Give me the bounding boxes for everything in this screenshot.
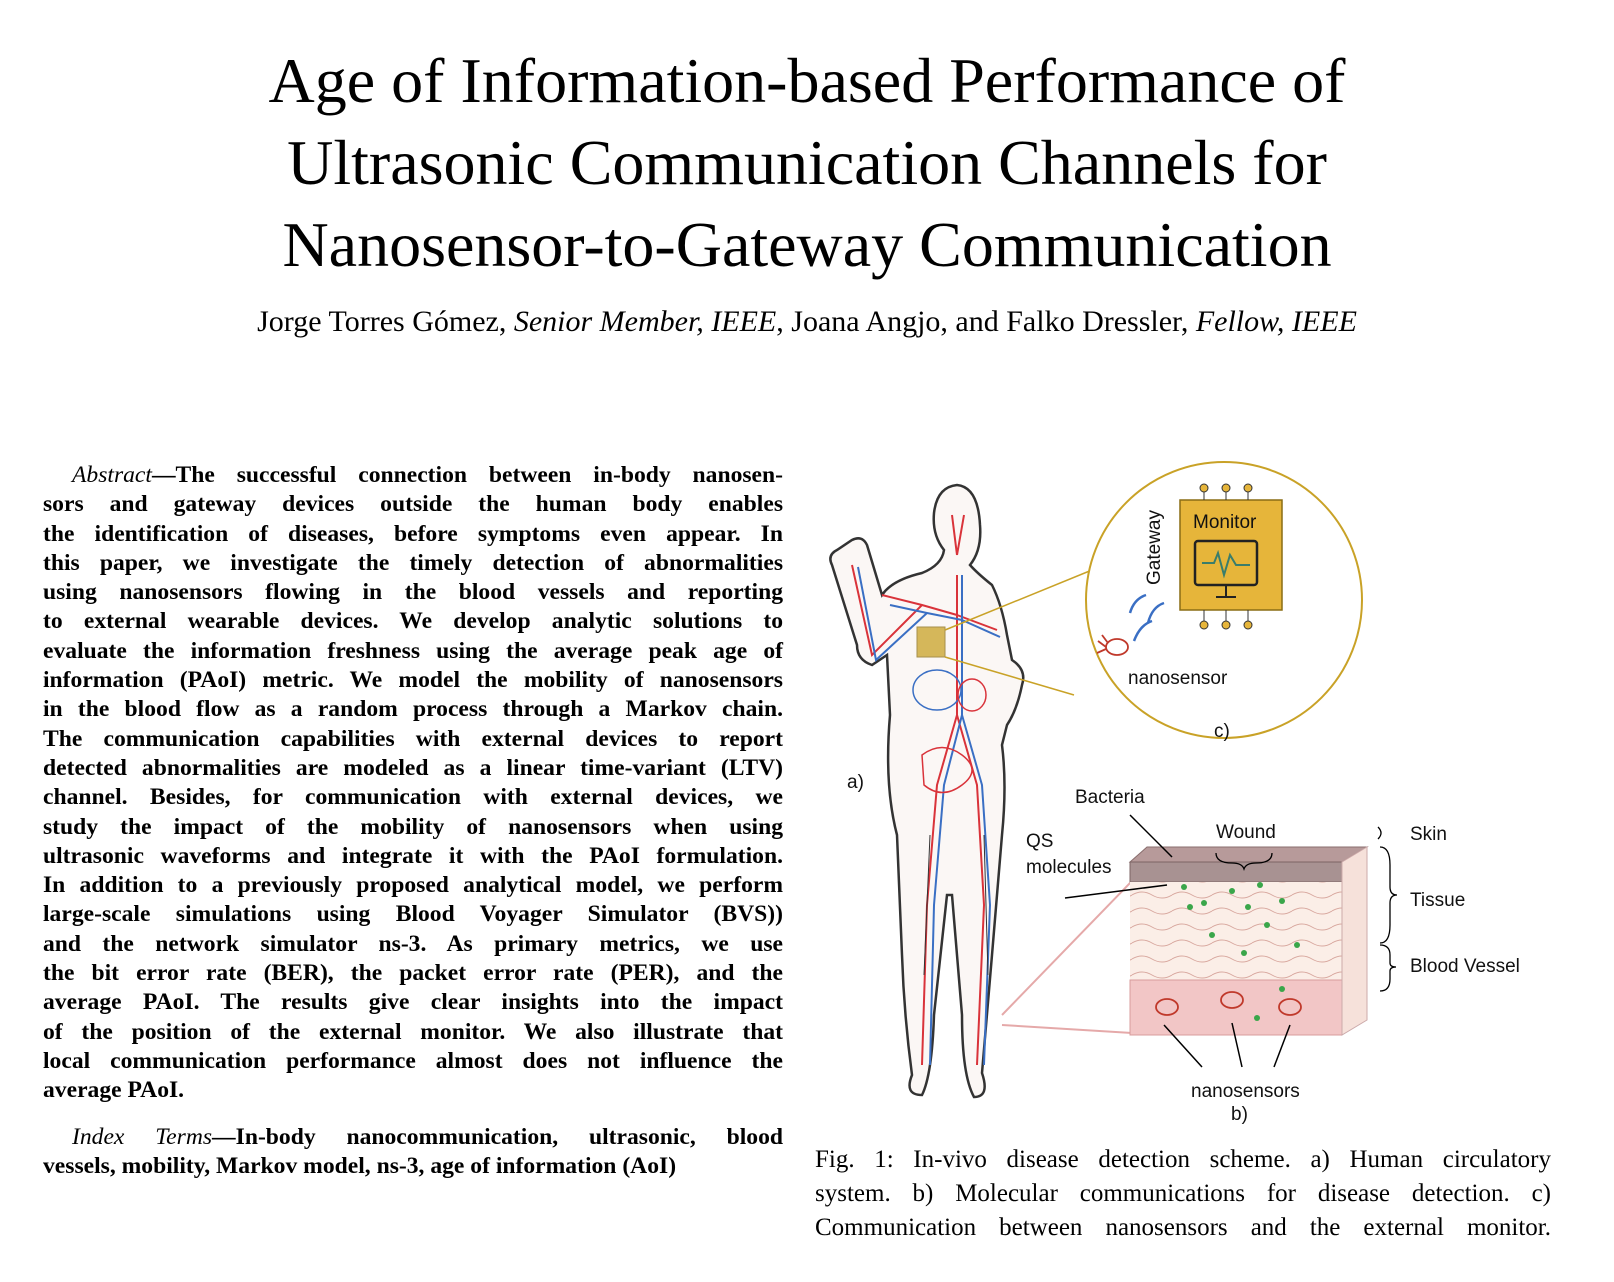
label-a: a)	[847, 772, 864, 793]
skin-brace	[1378, 827, 1381, 839]
abstract-line: study the impact of the mobility of nanosensors when using	[43, 813, 783, 840]
tissue-texture	[1130, 882, 1342, 980]
caption-line: Communication between nanosensors and the external monitor.	[815, 1214, 1551, 1241]
wound-label: Wound	[1216, 822, 1276, 843]
abstract-line: large-scale simulations using Blood Voyager Simulator (BVS))	[43, 901, 783, 928]
index-terms-line: vessels, mobility, Markov model, ns-3, age of information (AoI)	[43, 1152, 677, 1179]
figure-illustration	[812, 455, 1557, 1130]
abstract-line: the bit error rate (BER), the packet error rate (PER), and the	[43, 960, 783, 987]
nanosensor-label: nanosensor	[1128, 668, 1228, 689]
panel-b	[1026, 787, 1520, 1125]
abstract-line: ultrasonic waveforms and integrate it with the PAoI formulation.	[43, 842, 783, 869]
abstract-line: detected abnormalities are modeled as a linear time-variant (LTV)	[43, 754, 783, 781]
panel-c	[1086, 462, 1362, 742]
title-line-2: Ultrasonic Communication Channels for	[287, 127, 1327, 198]
author-list	[0, 302, 1614, 342]
abstract-line: average PAoI. The results give clear insights into the impact	[43, 989, 783, 1016]
author-1: Jorge Torres Gómez,	[257, 305, 514, 338]
title-line-1: Age of Information-based Performance of	[268, 45, 1346, 116]
author-2-3: , Joana Angjo, and Falko Dressler,	[776, 305, 1196, 338]
paper-title	[0, 40, 1614, 286]
label-c: c)	[1214, 721, 1230, 742]
bacteria-label: Bacteria	[1075, 787, 1145, 808]
block-side	[1342, 847, 1367, 1035]
abstract-line: channel. Besides, for communication with external devices, we	[43, 784, 783, 811]
title-line-3: Nanosensor-to-Gateway Communication	[282, 209, 1332, 280]
abstract-line: In addition to a previously proposed analytical model, we perform	[43, 872, 783, 899]
abstract-line: using nanosensors flowing in the blood vessels and reporting	[43, 579, 783, 606]
block-top	[1130, 847, 1367, 862]
index-terms	[43, 1123, 783, 1182]
monitor-label: Monitor	[1193, 512, 1257, 533]
blood-vessel-label: Blood Vessel	[1410, 956, 1520, 977]
abstract-line: average PAoI.	[43, 1077, 185, 1104]
author-1-role: Senior Member, IEEE	[513, 305, 777, 338]
abstract-line: local communication performance almost does not influence the	[43, 1047, 783, 1074]
tissue-label: Tissue	[1410, 890, 1466, 911]
skin-layer	[1130, 862, 1342, 882]
abstract-line: evaluate the information freshness using the average peak age of	[43, 637, 783, 664]
abstract-line: to external wearable devices. We develop analytic solutions to	[43, 608, 783, 635]
figure-1	[812, 455, 1557, 1130]
caption-line: Fig. 1: In-vivo disease detection scheme. a) Human circulatory	[815, 1146, 1551, 1173]
abstract-line: sors and gateway devices outside the human body enables	[43, 491, 783, 518]
nanosensors-label: nanosensors	[1191, 1081, 1300, 1102]
abstract	[43, 461, 783, 1181]
abstract-line: information (PAoI) metric. We model the mobility of nanosensors	[43, 667, 783, 694]
abstract-label: Abstract	[72, 462, 152, 488]
abstract-line: and the network simulator ns-3. As primary metrics, we use	[43, 930, 783, 957]
qs-label-1: QS	[1026, 831, 1054, 852]
abstract-line: of the position of the external monitor. We also illustrate that	[43, 1018, 783, 1045]
human-body-illustration	[830, 485, 1023, 1097]
abstract-line: the identification of diseases, before symptoms even appear. In	[43, 520, 783, 547]
zoom-line	[1002, 883, 1130, 1015]
abstract-line: in the blood flow as a random process through a Markov chain.	[43, 696, 783, 723]
tissue-brace	[1380, 847, 1397, 943]
index-terms-label: Index Terms	[72, 1123, 213, 1150]
vessel-brace	[1380, 945, 1396, 991]
index-terms-line: Index Terms—In-body nanocommunication, ultrasonic, blood	[72, 1123, 784, 1150]
qs-label-2: molecules	[1026, 857, 1112, 878]
zoom-line	[1002, 1025, 1132, 1033]
gateway-marker	[917, 627, 945, 657]
abstract-line: Abstract—The successful connection between in-body nanosen-	[72, 462, 783, 488]
caption-line: system. b) Molecular communications for disease detection. c)	[815, 1180, 1551, 1207]
abstract-line: this paper, we investigate the timely detection of abnormalities	[43, 549, 783, 576]
skin-label: Skin	[1410, 824, 1447, 845]
figure-caption	[815, 1143, 1551, 1245]
abstract-line: The communication capabilities with external devices to report	[43, 725, 783, 752]
label-b: b)	[1231, 1104, 1248, 1125]
gateway-label: Gateway	[1144, 510, 1165, 585]
author-3-role: Fellow, IEEE	[1195, 305, 1357, 338]
